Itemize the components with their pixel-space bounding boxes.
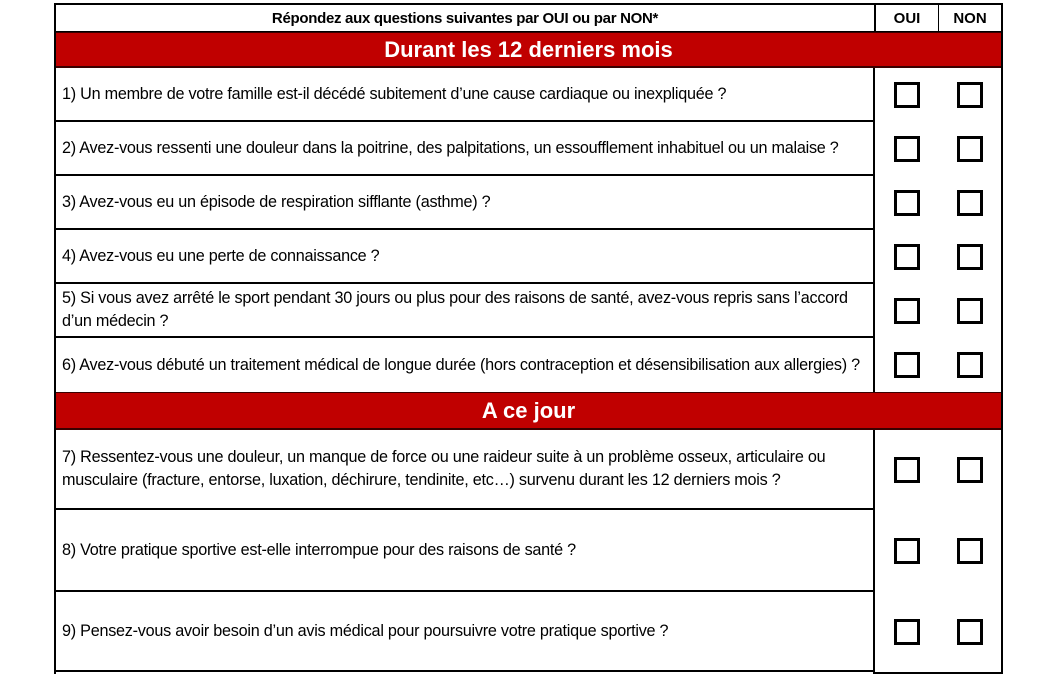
checkbox-q2-oui[interactable]	[894, 136, 920, 162]
checkbox-q4-non[interactable]	[957, 244, 983, 270]
question-4: 4) Avez-vous eu une perte de connaissance ?	[56, 230, 873, 284]
answers-column	[875, 68, 1001, 392]
answer-row-6	[875, 338, 1001, 392]
answer-row-8	[875, 510, 1001, 592]
answer-row-7	[875, 430, 1001, 510]
checkbox-q5-non[interactable]	[957, 298, 983, 324]
checkbox-q9-oui[interactable]	[894, 619, 920, 645]
column-header-oui: OUI	[876, 5, 939, 31]
checkbox-q3-oui[interactable]	[894, 190, 920, 216]
answer-row-3	[875, 176, 1001, 230]
questions-column	[56, 430, 875, 674]
health-questionnaire-form	[54, 3, 1003, 674]
checkbox-q8-non[interactable]	[957, 538, 983, 564]
checkbox-q5-oui[interactable]	[894, 298, 920, 324]
question-8: 8) Votre pratique sportive est-elle interrompue pour des raisons de santé ?	[56, 510, 873, 592]
question-1: 1) Un membre de votre famille est-il décédé subitement d’une cause cardiaque ou inexpliquée ?	[56, 68, 873, 122]
answers-column	[875, 430, 1001, 674]
answer-row-5	[875, 284, 1001, 338]
column-header-non: NON	[953, 9, 987, 27]
checkbox-q2-non[interactable]	[957, 136, 983, 162]
answer-row-9	[875, 592, 1001, 672]
header-row	[56, 5, 1001, 32]
answer-row-4	[875, 230, 1001, 284]
checkbox-q3-non[interactable]	[957, 190, 983, 216]
checkbox-q7-non[interactable]	[957, 457, 983, 483]
checkbox-q6-oui[interactable]	[894, 352, 920, 378]
instruction-header: Répondez aux questions suivantes par OUI ou par NON*	[56, 5, 876, 31]
checkbox-q8-oui[interactable]	[894, 538, 920, 564]
question-3: 3) Avez-vous eu un épisode de respiration sifflante (asthme) ?	[56, 176, 873, 230]
answer-row-2	[875, 122, 1001, 176]
question-2: 2) Avez-vous ressenti une douleur dans la poitrine, des palpitations, un essoufflement inhabituel ou un malaise ?	[56, 122, 873, 176]
question-9: 9) Pensez-vous avoir besoin d’un avis médical pour poursuivre votre pratique sportive ?	[56, 592, 873, 672]
section-header-last-12-months: Durant les 12 derniers mois	[56, 32, 1001, 68]
questions-column	[56, 68, 875, 392]
answer-row-1	[875, 68, 1001, 122]
question-6: 6) Avez-vous débuté un traitement médical de longue durée (hors contraception et désensibilisation aux allergies) ?	[62, 355, 860, 374]
section-body-last-12-months	[56, 68, 1001, 392]
section-header-today: A ce jour	[56, 392, 1001, 430]
checkbox-q7-oui[interactable]	[894, 457, 920, 483]
checkbox-q1-oui[interactable]	[894, 82, 920, 108]
checkbox-q1-non[interactable]	[957, 82, 983, 108]
checkbox-q6-non[interactable]	[957, 352, 983, 378]
question-7: 7) Ressentez-vous une douleur, un manque de force ou une raideur suite à un problème osseux, articulaire ou musculaire (fracture, entorse, luxation, déchirure, tendinite, etc…) survenu durant les 12 derniers mois ?	[56, 430, 873, 510]
checkbox-q9-non[interactable]	[957, 619, 983, 645]
section-body-today	[56, 430, 1001, 674]
checkbox-q4-oui[interactable]	[894, 244, 920, 270]
question-5: 5) Si vous avez arrêté le sport pendant 30 jours ou plus pour des raisons de santé, avez-vous repris sans l’accord d’un médecin ?	[56, 284, 873, 338]
